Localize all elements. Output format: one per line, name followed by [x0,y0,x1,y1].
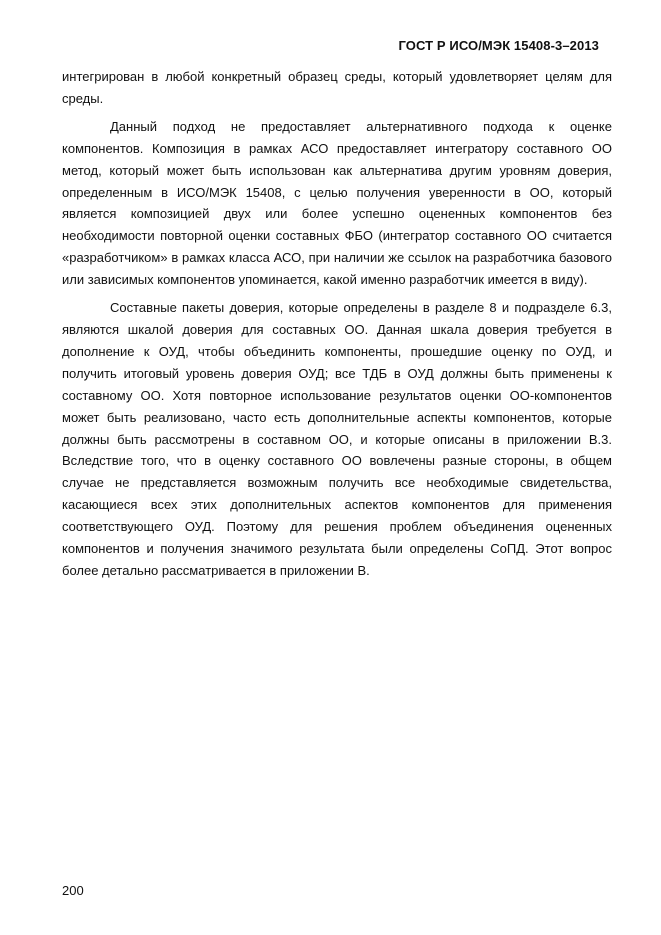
paragraph: Данный подход не предоставляет альтернативного подхода к оценке компонентов. Композиция в рамках АСО предоставляет интегратору составного ОО метод, который может быть использован как альтернатива другим уровням доверия, определенным в ИСО/МЭК 15408, с целью получения уверенности в ОО, который является композицией двух или более успешно оцененных компонентов без необходимости повторной оценки составных ФБО (интегратор составного ОО считается «разработчиком» в рамках класса АСО, при наличии же ссылок на разработчика базового или зависимых компонентов упоминается, какой именно разработчик имеется в виду). [62,118,612,288]
paragraph: Составные пакеты доверия, которые определены в разделе 8 и подразделе 6.3, являются шкалой доверия для составных ОО. Данная шкала доверия требуется в дополнение к ОУД, чтобы объединить компоненты, прошедшие оценку по ОУД, и получить итоговый уровень доверия ОУД; все ТДБ в ОУД должны быть применены к составному ОО. Хотя повторное использование результатов оценки ОО-компонентов может быть реализовано, часто есть дополнительные аспекты компонентов, которые должны быть рассмотрены в составном ОО, и которые описаны в приложении В.3. Вследствие того, что в оценку составного ОО вовлечены разные стороны, в общем случае не представляется возможным получить все необходимые свидетельства, касающиеся всех этих дополнительных аспектов компонентов для применения соответствующего ОУД. Поэтому для решения проблем объединения оцененных компонентов и получения значимого результата были определены СоПД. Этот вопрос более детально рассматривается в приложении В. [62,300,612,578]
page-number: 200 [62,883,84,898]
paragraph-continuation: интегрирован в любой конкретный образец среды, который удовлетворяет целям для среды. [62,69,612,106]
body-text [62,66,612,588]
page-header-standard-id: ГОСТ Р ИСО/МЭК 15408-3–2013 [398,38,599,53]
